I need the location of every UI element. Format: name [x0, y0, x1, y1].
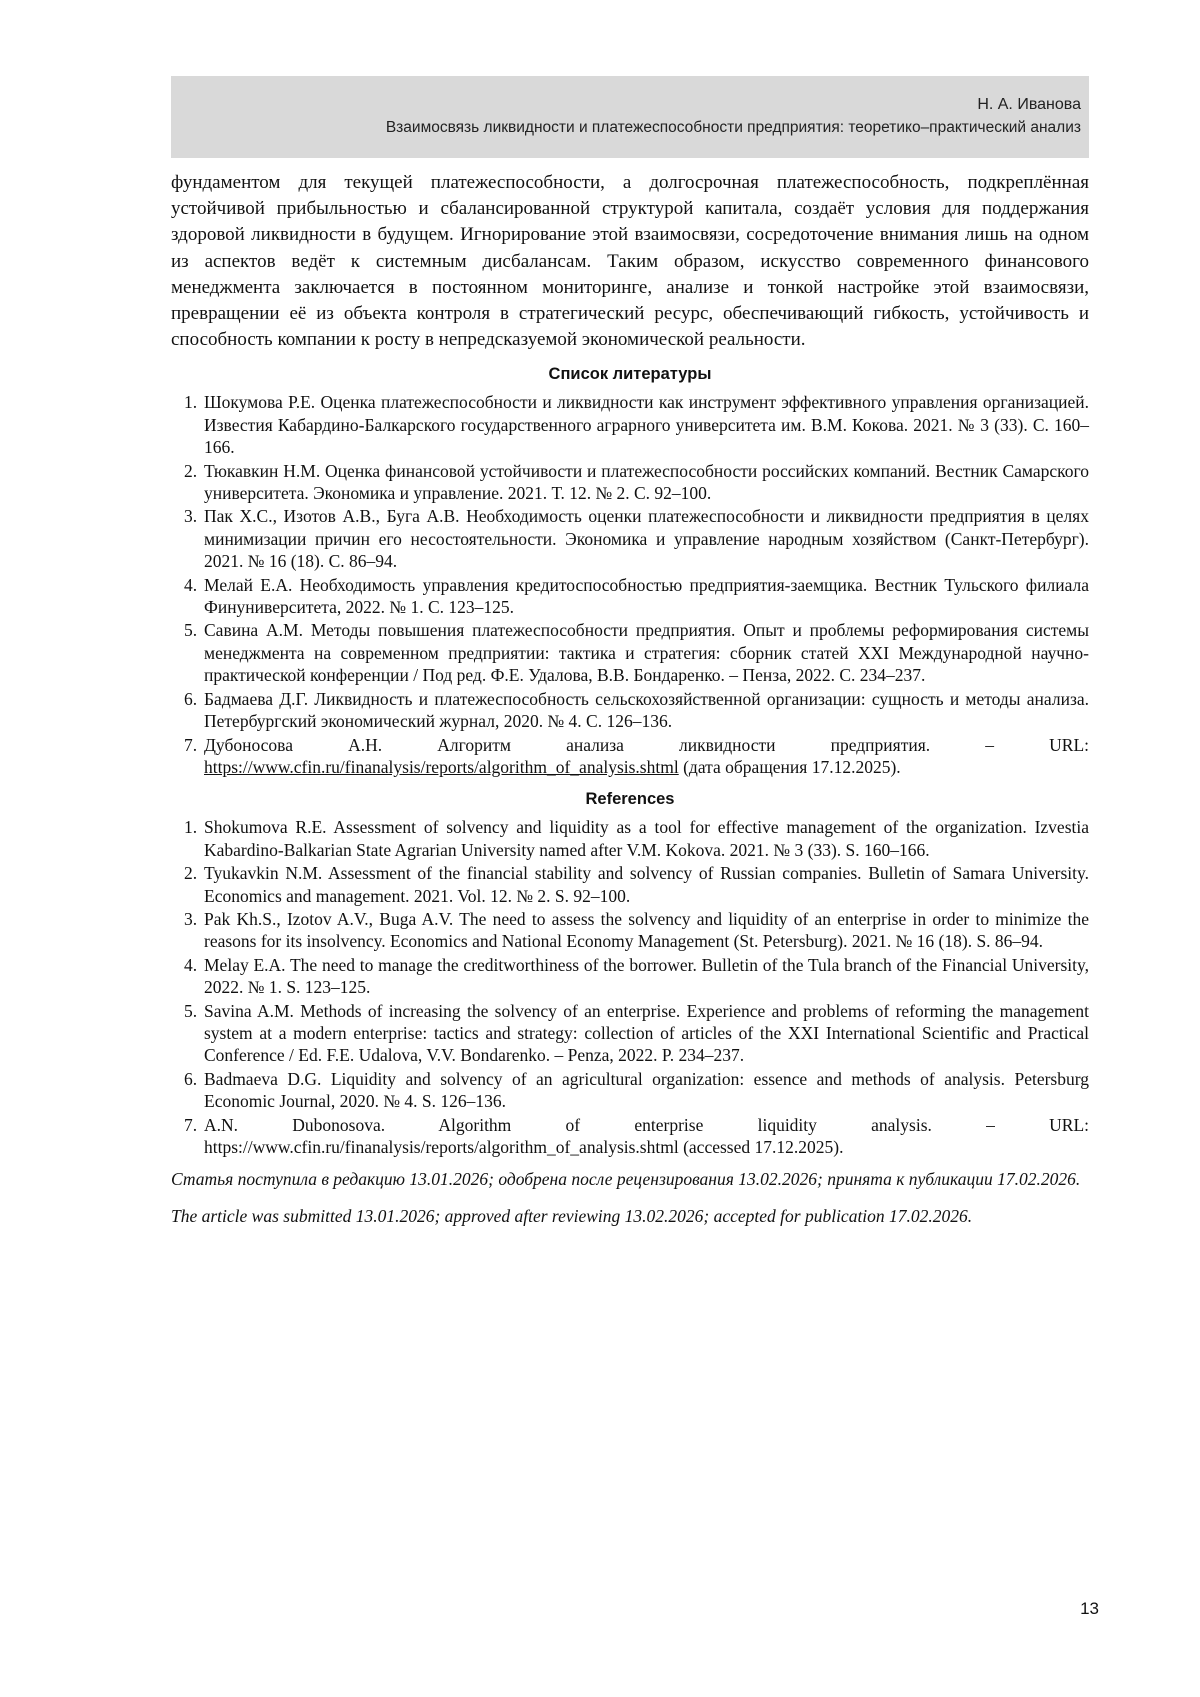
reference-item: [171, 619, 1089, 686]
references-en-list: [171, 816, 1089, 1158]
reference-number: 1.: [184, 392, 198, 413]
reference-number: 5.: [184, 1000, 198, 1021]
header-article-title: Взаимосвязь ликвидности и платежеспособности предприятия: теоретико–практический анализ: [385, 119, 1081, 136]
reference-text: Shokumova R.E. Assessment of solvency and liquidity as a tool for effective management of the organization. Izvestia Kabardino-Balkarian State Agrarian University named after V.M. Kokova. 2021. № 3 (33). S. 160–166.: [204, 817, 1089, 860]
reference-item: [171, 908, 1089, 953]
reference-text: Дубоносова А.Н. Алгоритм анализа ликвидности предприятия. – URL:: [204, 734, 1089, 755]
reference-text: Бадмаева Д.Г. Ликвидность и платежеспособность сельскохозяйственной организации: сущность и методы анализа. Петербургский экономический журнал, 2020. № 4. С. 126–136.: [204, 688, 1089, 732]
reference-number: 4.: [184, 574, 198, 595]
reference-number: 6.: [184, 1068, 198, 1089]
reference-number: 3.: [184, 506, 198, 527]
reference-item: [171, 1114, 1089, 1159]
reference-item: [171, 505, 1089, 572]
reference-text: Melay E.A. The need to manage the creditworthiness of the borrower. Bulletin of the Tula branch of the Financial University, 2022. № 1. S. 123–125.: [204, 954, 1089, 998]
reference-item: [171, 1068, 1089, 1113]
reference-number: 3.: [184, 908, 198, 929]
reference-text: Тюкавкин Н.М. Оценка финансовой устойчивости и платежеспособности российских компаний. Вестник Самарского университета. Экономика и управление. 2021. Т. 12. № 2. С. 92–100.: [204, 460, 1089, 504]
reference-text-suffix: (дата обращения 17.12.2025).: [678, 756, 901, 777]
reference-number: 2.: [184, 863, 198, 884]
reference-text: Savina A.M. Methods of increasing the solvency of an enterprise. Experience and problems of reforming the management system at a modern enterprise: tactics and strategy: collection of articles of the XXI International Scientific and Practical Conference / Ed. F.E. Udalova, V.V. Bondarenko. – Penza, 2022. P. 234–237.: [204, 1000, 1089, 1066]
page-content: [171, 170, 1089, 1227]
reference-text: Badmaeva D.G. Liquidity and solvency of an agricultural organization: essence and methods of analysis. Petersburg Economic Journal, 2020. № 4. S. 126–136.: [204, 1068, 1089, 1112]
page-number: 13: [1080, 1599, 1099, 1618]
references-en-title: References: [585, 790, 675, 809]
reference-text: Пак Х.С., Изотов А.В., Буга А.В. Необходимость оценки платежеспособности и ликвидности предприятия в целях минимизации причин его несостоятельности. Экономика и управление народным хозяйством (Санкт-Петербург). 2021. № 16 (18). С. 86–94.: [204, 506, 1089, 572]
reference-number: 2.: [184, 460, 198, 481]
reference-number: 1.: [184, 817, 198, 838]
reference-item: [171, 574, 1089, 619]
reference-text: Мелай Е.А. Необходимость управления кредитоспособностью предприятия-заемщика. Вестник Тульского филиала Финуниверситета, 2022. № 1. С. 123–125.: [204, 574, 1089, 618]
reference-number: 4.: [184, 954, 198, 975]
header-author: Н. А. Иванова: [977, 96, 1081, 113]
reference-link[interactable]: https://www.cfin.ru/finanalysis/reports/algorithm_of_analysis.shtml: [204, 756, 679, 777]
reference-item: [171, 460, 1089, 505]
references-ru-title: Список литературы: [548, 365, 712, 384]
reference-item: [171, 816, 1089, 861]
body-paragraph: фундаментом для текущей платежеспособности, а долгосрочная платежеспособность, подкреплённая устойчивой прибыльностью и сбалансированной структурой капитала, создаёт условия для поддержания здоровой ликвидности в будущем. Игнорирование этой взаимосвязи, сосредоточение внимания лишь на одном из аспектов ведёт к системным дисбалансам. Таким образом, искусство современного финансового менеджмента заключается в постоянном мониторинге, анализе и тонкой настройке этой взаимосвязи, превращении её из объекта контроля в стратегический ресурс, обеспечивающий гибкость, устойчивость и способность компании к росту в непредсказуемой экономической реальности.: [171, 172, 1089, 351]
reference-text: Савина А.М. Методы повышения платежеспособности предприятия. Опыт и проблемы реформирования системы менеджмента на современном предприятии: тактика и стратегия: сборник статей XXI Международной научно-практической конференции / Под ред. Ф.Е. Удалова, В.В. Бондаренко. – Пенза, 2022. С. 234–237.: [204, 620, 1089, 686]
reference-text: Pak Kh.S., Izotov A.V., Buga A.V. The need to assess the solvency and liquidity of an enterprise in order to minimize the reasons for its insolvency. Economics and National Economy Management (St. Petersburg). 2021. № 16 (18). S. 86–94.: [204, 908, 1089, 952]
reference-item: [171, 954, 1089, 999]
references-ru-list: [171, 391, 1089, 778]
reference-item: [171, 1000, 1089, 1067]
reference-item: [171, 862, 1089, 907]
reference-number: 5.: [184, 620, 198, 641]
reference-text: A.N. Dubonosova. Algorithm of enterprise liquidity analysis. – URL: https://www.cfin.ru/finanalysis/reports/algorithm_of_analysis.shtml (accessed 17.12.2025).: [204, 1114, 1089, 1158]
reference-text: Tyukavkin N.M. Assessment of the financial stability and solvency of Russian companies. Bulletin of Samara University. Economics and management. 2021. Vol. 12. № 2. S. 92–100.: [204, 863, 1089, 906]
submission-note-ru: Статья поступила в редакцию 13.01.2026; одобрена после рецензирования 13.02.2026; принята к публикации 17.02.2026.: [171, 1169, 1081, 1190]
submission-note-en: The article was submitted 13.01.2026; approved after reviewing 13.02.2026; accepted for publication 17.02.2026.: [171, 1205, 973, 1226]
reference-item: [171, 391, 1089, 458]
reference-item: [171, 734, 1089, 779]
reference-item: [171, 688, 1089, 733]
reference-number: 7.: [184, 734, 198, 755]
reference-text: Шокумова Р.Е. Оценка платежеспособности и ликвидности как инструмент эффективного управления организацией. Известия Кабардино-Балкарского государственного аграрного университета им. В.М. Кокова. 2021. № 3 (33). С. 160–166.: [204, 392, 1089, 458]
reference-number: 6.: [184, 688, 198, 709]
running-header: [171, 76, 1089, 158]
reference-number: 7.: [184, 1114, 198, 1135]
